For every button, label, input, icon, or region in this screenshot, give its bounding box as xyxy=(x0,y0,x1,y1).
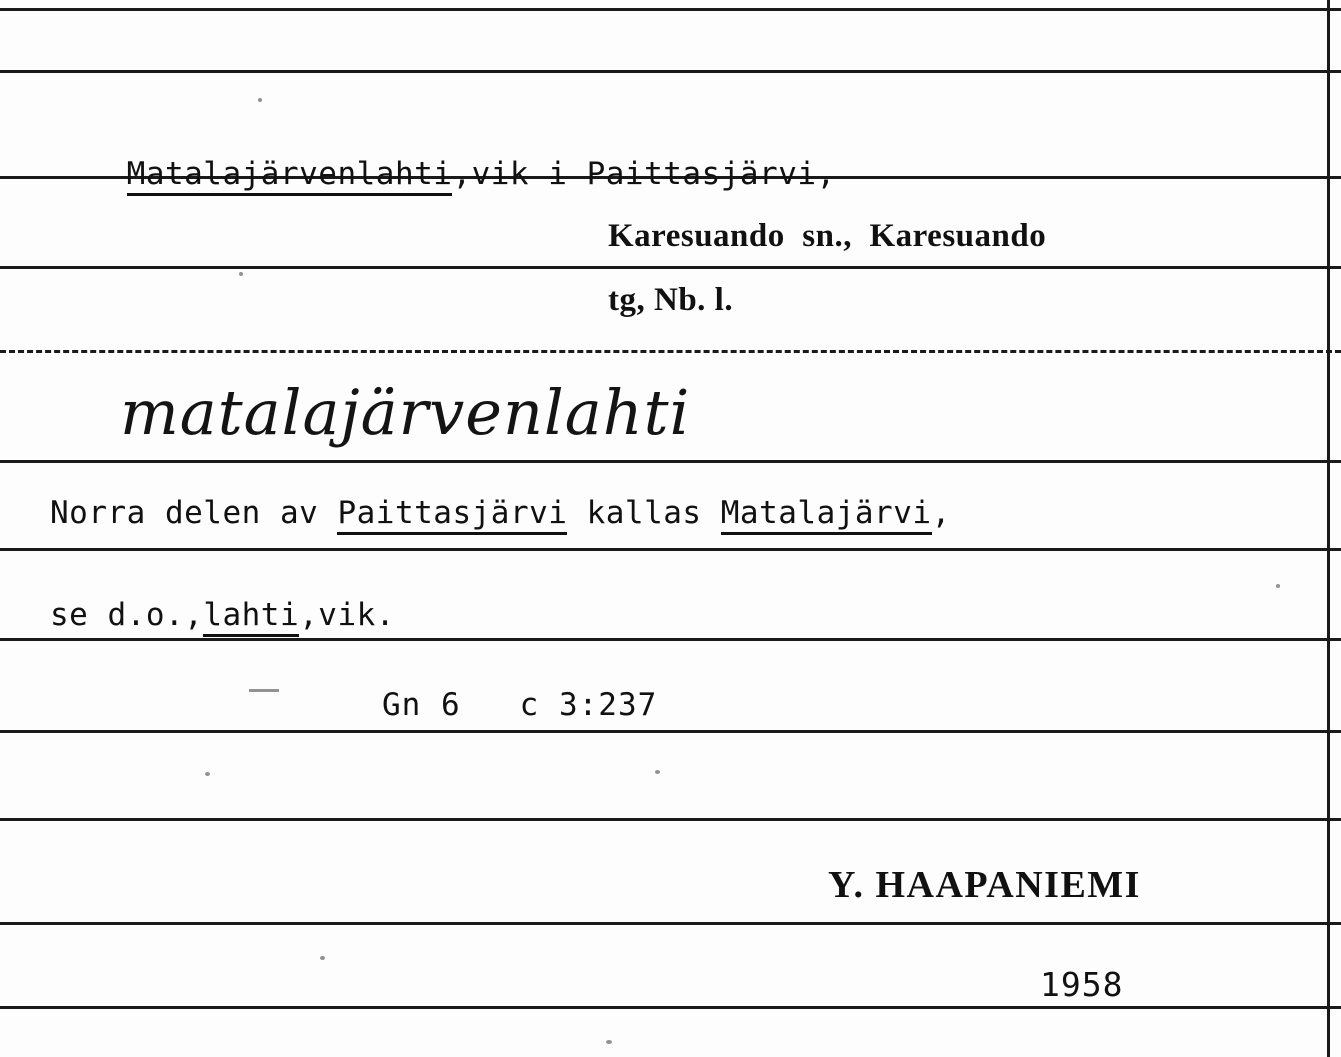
body-line-2-part-a: se d.o., xyxy=(50,597,204,633)
right-margin-rule xyxy=(1327,0,1330,1057)
scan-speck xyxy=(320,956,325,960)
rule-line-10 xyxy=(0,818,1341,821)
rule-line-9 xyxy=(0,730,1341,733)
scan-speck xyxy=(258,98,262,102)
headword-underlined: Matalajärvenlahti xyxy=(127,156,453,196)
body-line-2-part-b: lahti xyxy=(203,597,299,637)
body-line-1 xyxy=(50,495,951,531)
rule-line-4 xyxy=(0,266,1341,269)
rule-line-12 xyxy=(0,1006,1341,1009)
rule-line-2 xyxy=(0,70,1341,73)
headword-rest: ,vik i Paittasjärvi, xyxy=(452,156,836,192)
parish-line-1: Karesuando sn., Karesuando xyxy=(608,218,1047,254)
scan-speck xyxy=(249,689,279,692)
body-line-2 xyxy=(50,597,395,633)
rule-line-7 xyxy=(0,548,1341,551)
body-line-1-part-a: Norra delen av xyxy=(50,495,338,531)
body-line-1-part-d: Matalajärvi xyxy=(721,495,932,535)
scan-speck xyxy=(205,772,210,776)
parish-line-2: tg, Nb. l. xyxy=(608,282,734,318)
rule-line-1 xyxy=(0,8,1341,11)
body-line-1-part-e: , xyxy=(931,495,951,531)
rule-line-5-dashed xyxy=(0,350,1341,353)
body-line-1-part-c: kallas xyxy=(567,495,721,531)
scan-speck xyxy=(239,272,243,276)
scan-speck xyxy=(655,770,660,774)
scan-speck xyxy=(606,1040,612,1044)
rule-line-8 xyxy=(0,638,1341,641)
body-line-1-part-b: Paittasjärvi xyxy=(337,495,567,535)
rule-line-11 xyxy=(0,922,1341,925)
year: 1958 xyxy=(1040,965,1124,1004)
collector-signature: Y. HAAPANIEMI xyxy=(828,864,1141,906)
source-reference: Gn 6 c 3:237 xyxy=(382,687,658,723)
scan-speck xyxy=(1276,584,1280,588)
rule-line-6 xyxy=(0,460,1341,463)
headword xyxy=(50,128,836,221)
handwritten-name-form: matalajärvenlahti xyxy=(120,376,691,449)
body-line-2-part-c: ,vik. xyxy=(299,597,395,633)
